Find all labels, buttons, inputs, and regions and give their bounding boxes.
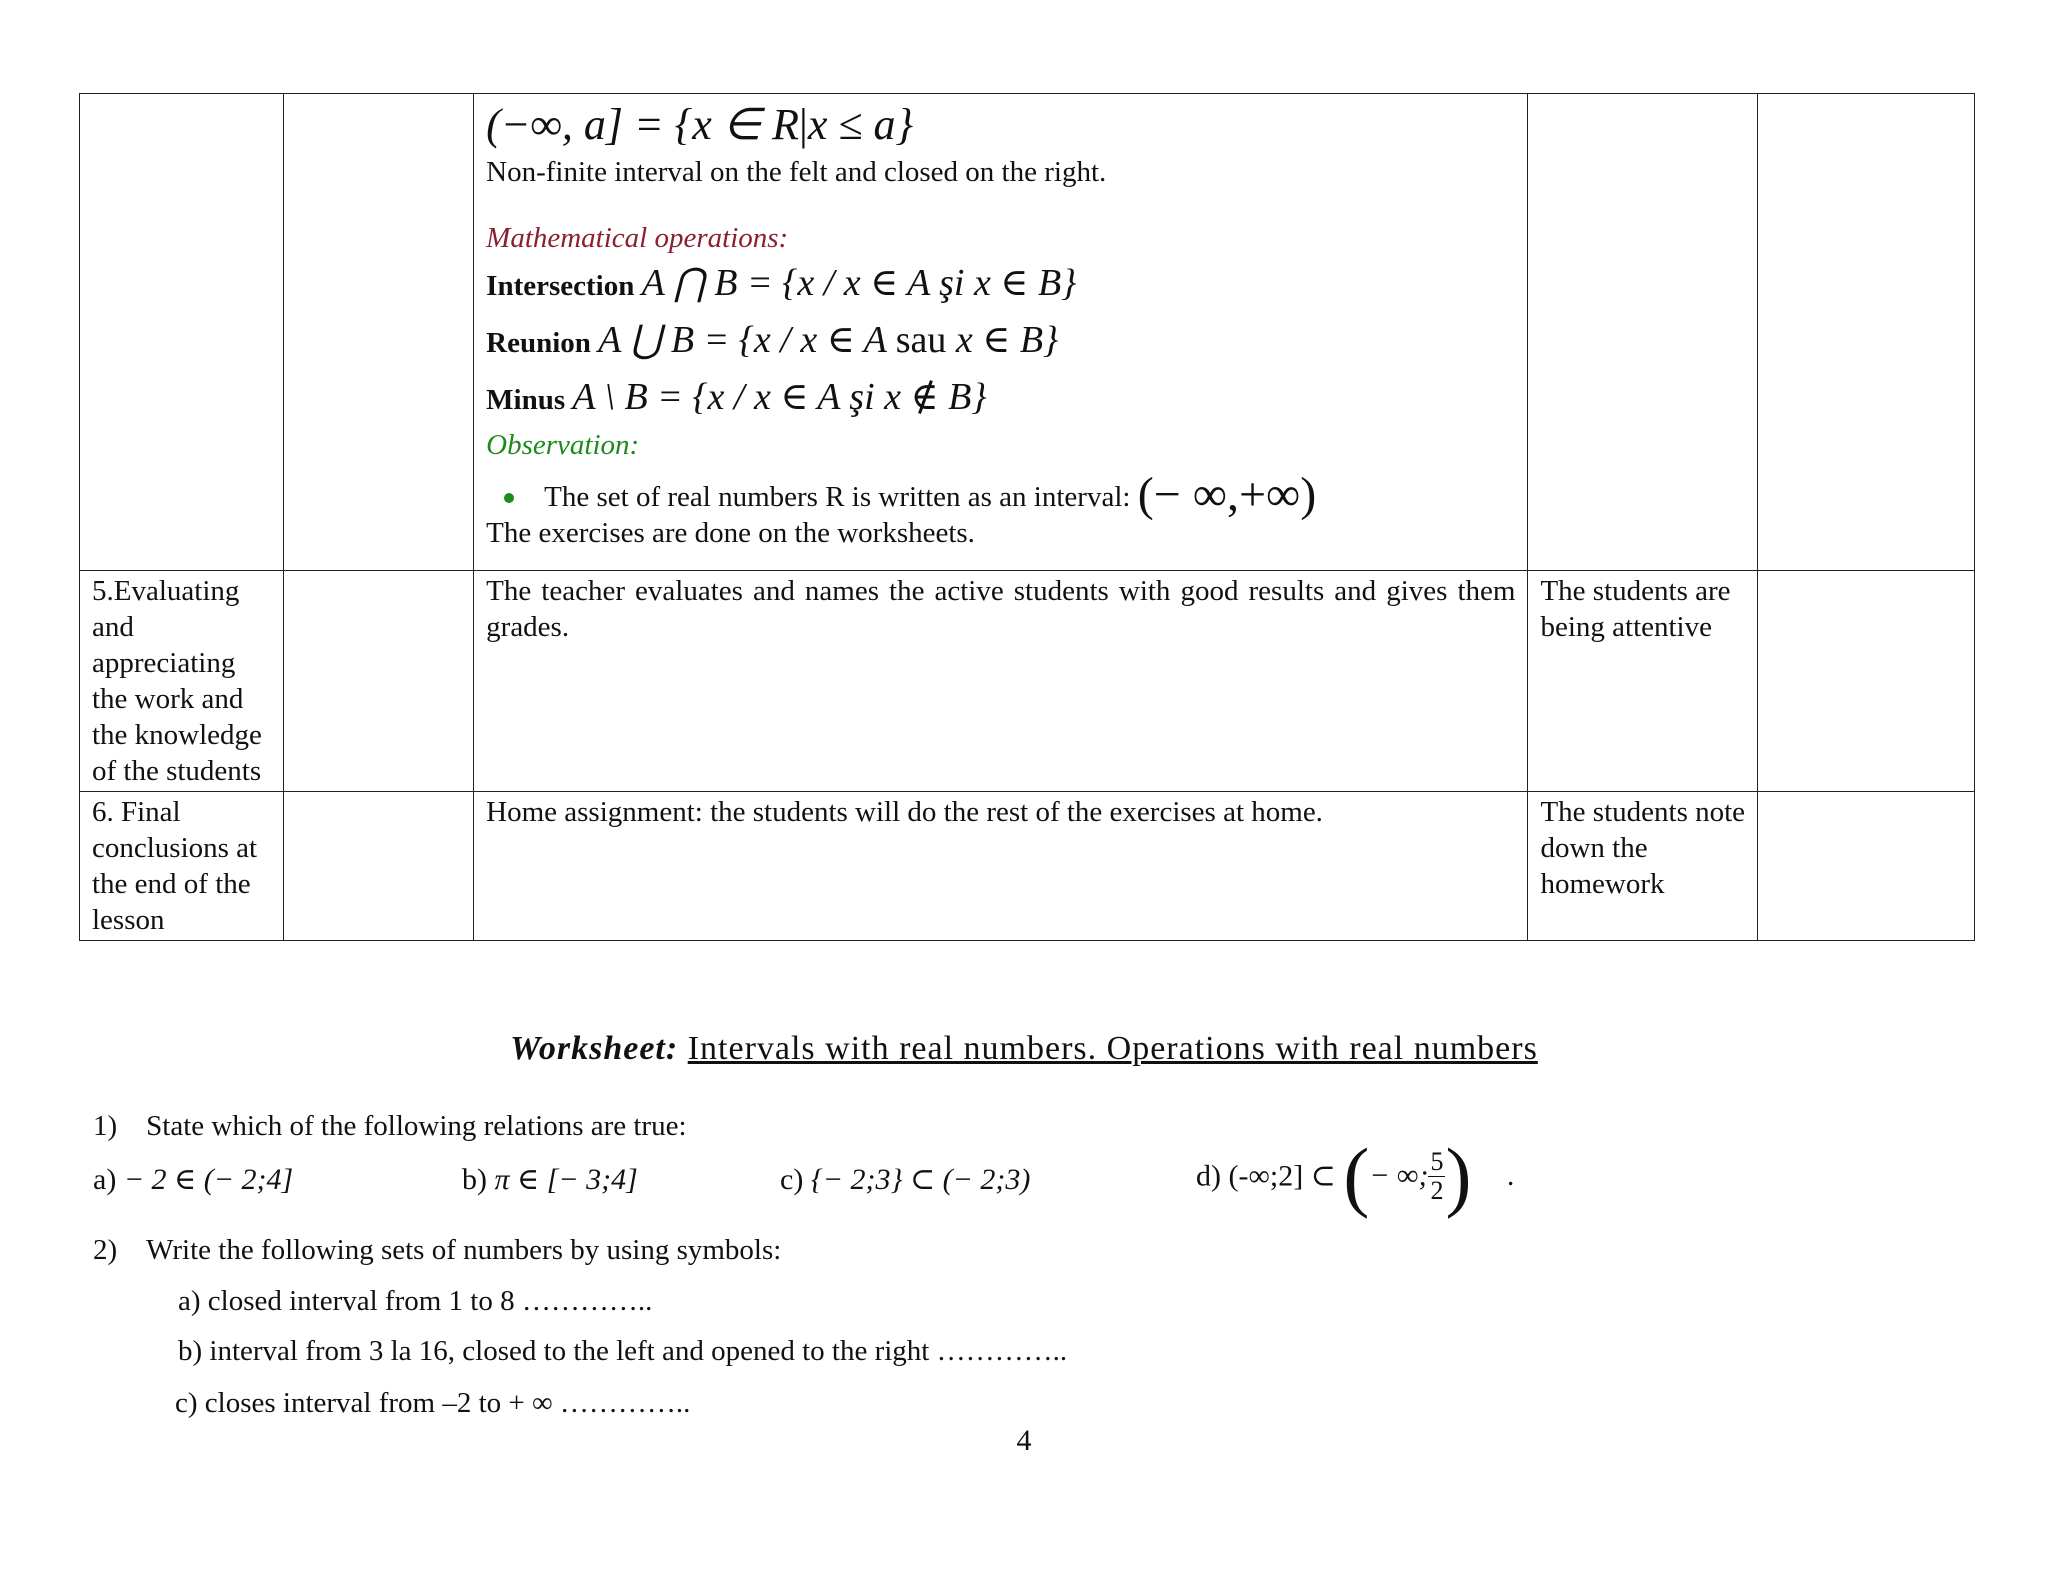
option-b [462, 1162, 638, 1197]
fraction-numerator: 5 [1430, 1146, 1444, 1176]
option-formula: π ∈ [− 3;4] [494, 1163, 638, 1196]
student-activity-cell [1528, 94, 1758, 571]
intersection-label: Intersection [486, 270, 635, 302]
option-formula: {− 2;3} ⊂ (− 2;3) [810, 1163, 1031, 1196]
interval-description: Non-finite interval on the felt and closed on the right. [486, 156, 1107, 188]
intersection-formula: A ⋂ B = {x / x ∈ A şi x ∈ B} [641, 262, 1077, 304]
paren-left: ( [1343, 1132, 1370, 1219]
option-d [1196, 1132, 1515, 1219]
option-label: d) (-∞;2] ⊂ [1196, 1159, 1336, 1193]
stage-cell [80, 94, 284, 571]
option-a [93, 1162, 293, 1197]
teacher-activity-cell: The teacher evaluates and names the active students with good results and gives them grades. [474, 571, 1528, 792]
question-1: 1) State which of the following relations are true: [93, 1110, 687, 1142]
observation-text: The set of real numbers R is written as an interval: [544, 481, 1131, 513]
formula-part: sau [895, 319, 947, 361]
student-activity-cell: The students note down the homework [1528, 792, 1758, 941]
real-interval: (− ∞,+∞) [1137, 468, 1317, 521]
formula-part: x ∈ B} [946, 319, 1059, 361]
option-formula: − 2 ∈ (− 2;4] [123, 1163, 294, 1196]
observation-heading: Observation: [486, 429, 640, 461]
stage-cell: 5.Evaluating and appreciating the work and the knowledge of the students [80, 571, 284, 792]
minus-label: Minus [486, 384, 566, 416]
formula-part: A ⋃ B = {x / x ∈ A [598, 319, 896, 361]
operations-heading: Mathematical operations: [486, 222, 789, 254]
observation-item [544, 468, 1515, 521]
question-2: 2) Write the following sets of numbers by using symbols: [93, 1234, 782, 1266]
page-number: 4 [1016, 1424, 1032, 1457]
method-cell [284, 571, 474, 792]
option-end: . [1506, 1159, 1515, 1192]
stage-cell: 6. Final conclusions at the end of the lesson [80, 792, 284, 941]
reunion-line [486, 313, 1515, 370]
formula-part: x ∈ R [692, 100, 800, 149]
exercises-note: The exercises are done on the worksheets. [486, 517, 975, 549]
reunion-label: Reunion [486, 327, 591, 359]
bullet-icon [504, 493, 514, 503]
option-c [780, 1162, 1030, 1197]
formula-part: (−∞, a] = { [486, 100, 693, 149]
table-row [80, 571, 1975, 792]
table-row [80, 94, 1975, 571]
lesson-plan-table [79, 93, 1975, 941]
fraction [1428, 1148, 1445, 1205]
method-cell [284, 94, 474, 571]
intersection-line [486, 256, 1515, 313]
method-cell [284, 792, 474, 941]
worksheet-label: Worksheet: [510, 1030, 679, 1067]
evaluation-cell [1758, 94, 1975, 571]
interval-formula: (−∞, a] = {x ∈ R|x ≤ a} [486, 100, 914, 149]
worksheet-title [0, 1030, 2048, 1068]
teacher-activity-cell: Home assignment: the students will do the rest of the exercises at home. [474, 792, 1528, 941]
reunion-formula [598, 319, 1058, 361]
question-2a: a) closed interval from 1 to 8 ………….. [178, 1285, 653, 1317]
question-2c: c) closes interval from –2 to + ∞ ………….. [175, 1387, 691, 1419]
worksheet-title-text: Intervals with real numbers. Operations with real numbers [687, 1030, 1538, 1067]
paren-right: ) [1445, 1132, 1472, 1219]
evaluation-cell [1758, 792, 1975, 941]
question-2b: b) interval from 3 la 16, closed to the left and opened to the right ………….. [178, 1335, 1068, 1367]
option-label: c) [780, 1163, 804, 1196]
option-label: a) [93, 1163, 117, 1196]
minus-formula: A \ B = {x / x ∈ A şi x ∉ B} [572, 376, 987, 418]
fraction-denominator: 2 [1430, 1175, 1444, 1205]
student-activity-cell: The students are being attentive [1528, 571, 1758, 792]
evaluation-cell [1758, 571, 1975, 792]
table-row [80, 792, 1975, 941]
formula-part: x ≤ a} [807, 100, 914, 149]
option-formula: − ∞; [1369, 1159, 1429, 1192]
option-label: b) [462, 1163, 487, 1196]
minus-line [486, 370, 1515, 427]
teacher-activity-cell [474, 94, 1528, 571]
